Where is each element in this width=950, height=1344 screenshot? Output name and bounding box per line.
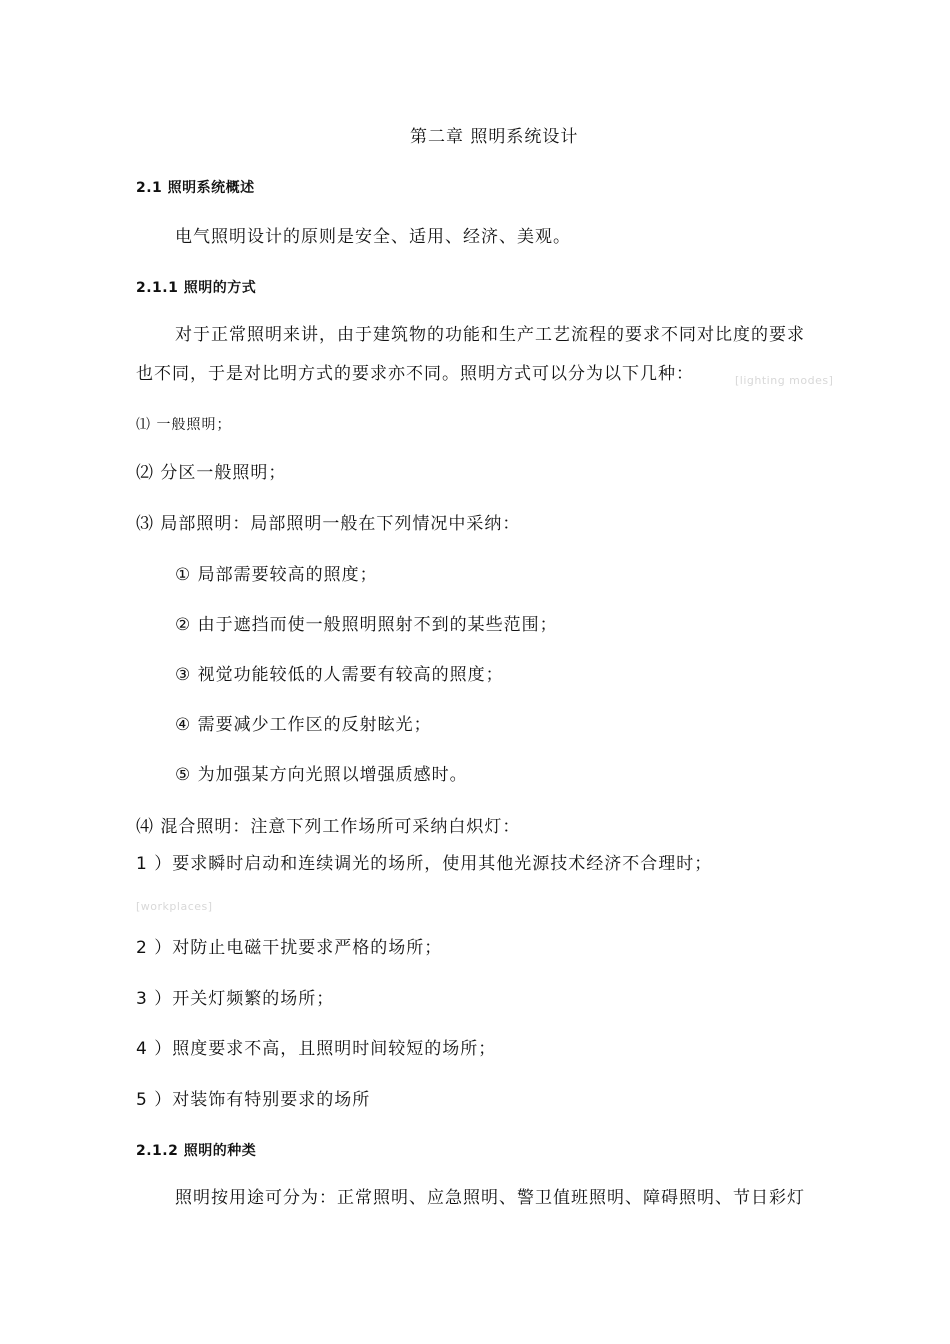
numbered-item-4: 4 ）照度要求不高，且照明时间较短的场所； <box>136 1039 497 1059</box>
sub-item-3: ③ 视觉功能较低的人需要有较高的照度； <box>175 665 504 685</box>
numbered-item-5: 5 ）对装饰有特别要求的场所 <box>136 1090 371 1110</box>
list-item-zoned-lighting: ⑵ 分区一般照明； <box>136 463 287 483</box>
numbered-item-3: 3 ）开关灯频繁的场所； <box>136 989 335 1009</box>
section-heading-2-1: 2.1 照明系统概述 <box>136 180 255 196</box>
list-item-mixed-lighting: ⑷ 混合照明：注意下列工作场所可采纳白炽灯： <box>136 817 521 837</box>
list-item-local-lighting: ⑶ 局部照明：局部照明一般在下列情况中采纳： <box>136 514 521 534</box>
list-item-general-lighting: ⑴ 一般照明； <box>136 417 232 433</box>
paragraph-lighting-modes-line2: 也不同，于是对比明方式的要求亦不同。照明方式可以分为以下几种： <box>136 364 694 384</box>
chapter-title: 第二章 照明系统设计 <box>410 127 579 147</box>
paragraph-design-principles: 电气照明设计的原则是安全、适用、经济、美观。 <box>175 227 571 247</box>
paragraph-lighting-modes-line1: 对于正常照明来讲，由于建筑物的功能和生产工艺流程的要求不同对比度的要求 <box>175 325 805 345</box>
sub-item-5: ⑤ 为加强某方向光照以增强质感时。 <box>175 765 468 785</box>
paragraph-lighting-types: 照明按用途可分为：正常照明、应急照明、警卫值班照明、障碍照明、节日彩灯 <box>175 1188 805 1208</box>
sub-item-2: ② 由于遮挡而使一般照明照射不到的某些范围； <box>175 615 558 635</box>
section-heading-2-1-2: 2.1.2 照明的种类 <box>136 1143 257 1159</box>
section-heading-2-1-1: 2.1.1 照明的方式 <box>136 280 257 296</box>
numbered-item-1: 1 ）要求瞬时启动和连续调光的场所，使用其他光源技术经济不合理时； <box>136 854 713 874</box>
numbered-item-2: 2 ）对防止电磁干扰要求严格的场所； <box>136 938 443 958</box>
faint-annotation: [lighting modes] <box>735 374 834 387</box>
sub-item-4: ④ 需要减少工作区的反射眩光； <box>175 715 432 735</box>
sub-item-1: ① 局部需要较高的照度； <box>175 565 378 585</box>
faint-annotation-2: [workplaces] <box>136 900 213 913</box>
